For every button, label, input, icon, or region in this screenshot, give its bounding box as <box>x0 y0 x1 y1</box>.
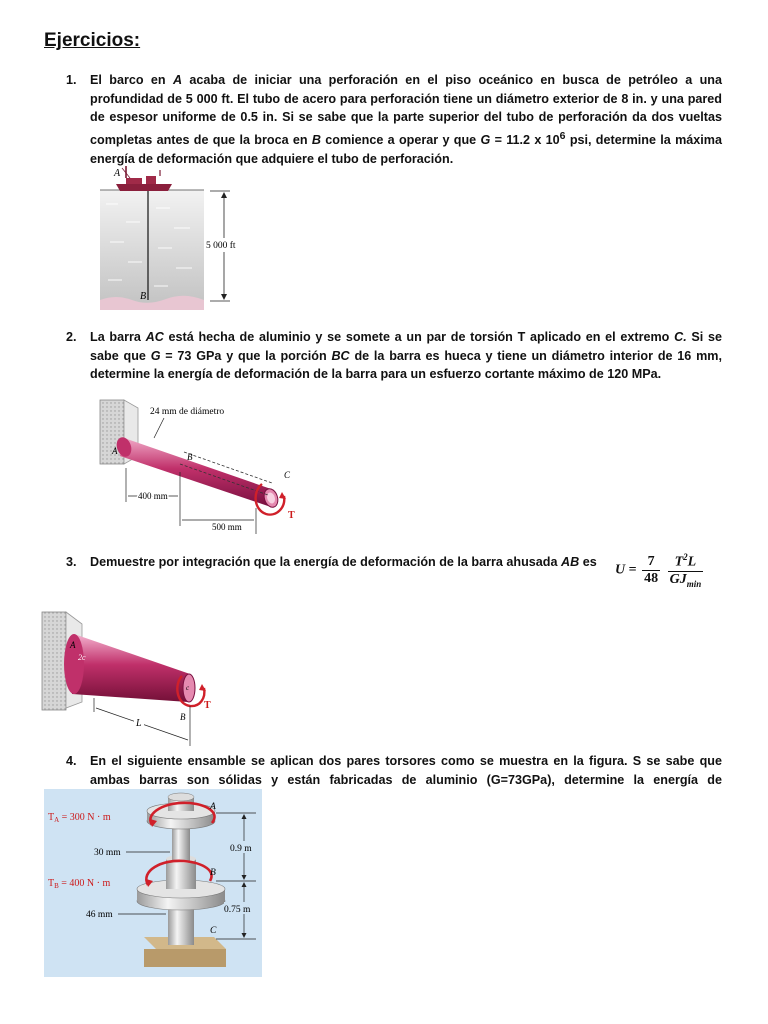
point-b-label: B <box>210 868 216 878</box>
diameter-c-label: c <box>186 684 190 692</box>
exercise-number: 4. <box>66 754 77 768</box>
torque-b-label: $T_B = 400$ N · m <box>48 878 111 890</box>
strain-energy-formula: U = $\frac{7}{48}$ $\frac{T^2L}{GJ_{min}}$ <box>615 552 702 589</box>
torque-a-label: $T_A = 300$ N · m <box>48 812 111 824</box>
ship-icon <box>116 166 172 191</box>
exercise-number: 3. <box>66 555 77 569</box>
length-09-label: 0.9 m <box>230 844 252 854</box>
point-c-label: C <box>284 470 291 480</box>
length-l-label: L <box>136 718 142 729</box>
diameter-30-label: 30 mm <box>94 848 121 858</box>
exercise-text: La barra AC está hecha de aluminio y se somete a un par de torsión T aplicado en el extremo C. Si se sabe que G = 73 GPa y que la porción BC de la barra es hueca y tiene un diámetro interior de 16 mm, determine la energía de deformación de la barra para un esfuerzo cortante máximo de 120 MPa. <box>90 330 723 382</box>
length-075-label: 0.75 m <box>224 905 251 915</box>
point-a-label: A <box>114 168 121 179</box>
exercise-2 <box>66 328 722 384</box>
point-b-label: B <box>187 452 193 462</box>
figure-tapered-bar <box>40 608 240 748</box>
figure-assembly <box>44 789 262 977</box>
figure-bar-ac <box>94 398 314 538</box>
length-500-label: 500 mm <box>212 522 242 532</box>
depth-label: 5 000 ft <box>206 241 236 251</box>
exercise-text: El barco en A acaba de iniciar una perforación en el piso oceánico en busca de petróleo a una profundidad de 5 000 ft. El tubo de acero para perforación tiene un diámetro exterior de 8 in. y una pared de espesor uniforme de 0.5 in. Si se sabe que la parte superior del tubo de perforación da dos vueltas completas antes de que la broca en B comience a operar y que G = 11.2 x $10^6$ psi, determine la máxima energía de deformación que adquiere el tubo de perforación. <box>90 73 723 166</box>
point-b-label: B <box>140 291 147 302</box>
page-title: Ejercicios: <box>44 30 141 51</box>
point-a-label: A <box>70 640 76 650</box>
exercise-3 <box>66 553 606 572</box>
exercise-number: 1. <box>66 73 77 87</box>
point-c-label: C <box>210 926 217 936</box>
exercise-text: Demuestre por integración que la energía de deformación de la barra ahusada AB es <box>90 555 597 569</box>
diameter-46-label: 46 mm <box>86 910 113 920</box>
point-b-label: B <box>180 712 186 722</box>
torque-label: T <box>204 700 211 711</box>
point-a-label: A <box>210 802 216 812</box>
torque-label: T <box>288 510 295 521</box>
exercise-text: En el siguiente ensamble se aplican dos pares torsores como se muestra en la figura. S se sabe que ambas barras son sólidas y están fabricadas de aluminio (G=73GPa), determine la energía de <box>90 754 722 787</box>
diameter-label: 24 mm de diámetro <box>150 407 225 417</box>
figure-ship-drill <box>96 164 256 312</box>
length-400-label: 400 mm <box>138 491 168 501</box>
exercise-number: 2. <box>66 330 77 344</box>
point-a-label: A <box>112 446 118 456</box>
exercise-1 <box>66 71 722 168</box>
diameter-2c-label: 2c <box>78 653 86 662</box>
